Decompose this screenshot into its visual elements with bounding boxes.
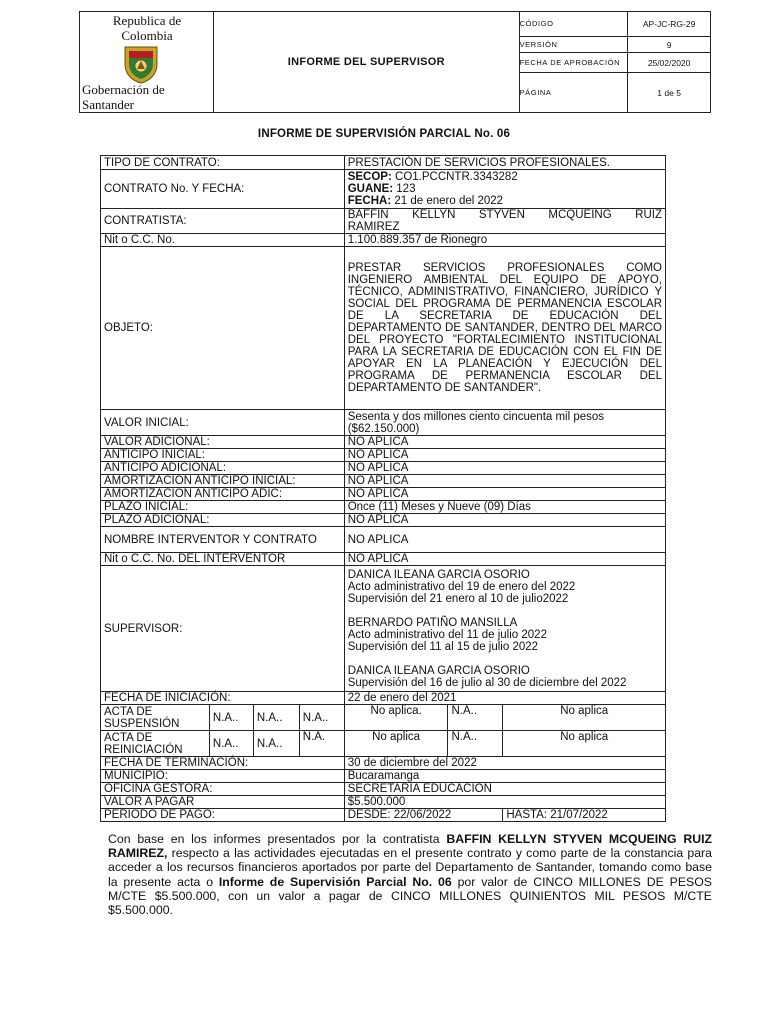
- table-row: [101, 553, 666, 566]
- initial-value-cell: Sesenta y dos millones ciento cincuenta mil pesos ($62.150.000): [344, 410, 665, 436]
- row-value: NO APLICA: [344, 527, 665, 553]
- row-label: TIPO DE CONTRATO:: [101, 156, 345, 170]
- table-row: [101, 757, 666, 770]
- suspension-cell: No aplica.: [344, 705, 448, 731]
- suspension-cell: N.A..: [299, 705, 344, 731]
- row-value: 22 de enero del 2021: [344, 692, 665, 705]
- table-row: [101, 731, 666, 757]
- row-label: ACTA DE REINICIACIÓN: [101, 731, 210, 757]
- entity-logo-cell: [80, 12, 214, 113]
- row-label: SUPERVISOR:: [101, 566, 345, 692]
- document-header: [79, 11, 711, 113]
- row-value: NO APLICA: [344, 475, 665, 488]
- meta-value-fecha-aprobacion: 25/02/2020: [628, 53, 711, 73]
- row-label: CONTRATISTA:: [101, 209, 345, 234]
- document-title: INFORME DEL SUPERVISOR: [214, 12, 519, 113]
- row-value: PRESTACIÓN DE SERVICIOS PROFESIONALES.: [344, 156, 665, 170]
- row-value: NO APLICA: [344, 449, 665, 462]
- row-label: NOMBRE INTERVENTOR Y CONTRATO: [101, 527, 345, 553]
- table-row: [101, 809, 666, 822]
- table-row: [101, 410, 666, 436]
- suspension-cell: N.A..: [253, 705, 299, 731]
- entity-subtitle: Gobernación de Santander: [82, 82, 165, 112]
- row-label: VALOR ADICIONAL:: [101, 436, 345, 449]
- reinicio-cell: N.A..: [209, 731, 253, 757]
- reinicio-cell: No aplica: [503, 731, 666, 757]
- row-label: VALOR INICIAL:: [101, 410, 345, 436]
- row-value: 30 de diciembre del 2022: [344, 757, 665, 770]
- row-value: NO APLICA: [344, 436, 665, 449]
- row-value: Bucaramanga: [344, 770, 665, 783]
- table-row: [101, 449, 666, 462]
- reinicio-cell: N.A.: [299, 731, 344, 757]
- contract-info-table: [100, 155, 666, 822]
- row-label: Nit o C.C. No.: [101, 234, 345, 247]
- table-row: [101, 705, 666, 731]
- report-name-bold: Informe de Supervisión Parcial No. 06: [218, 874, 452, 889]
- row-value: NO APLICA: [344, 553, 665, 566]
- table-row: [101, 501, 666, 514]
- table-row: [101, 514, 666, 527]
- row-value: NO APLICA: [344, 514, 665, 527]
- entity-name: Republica de Colombia: [112, 13, 182, 43]
- reinicio-cell: N.A..: [448, 731, 503, 757]
- table-row: [101, 209, 666, 234]
- row-label: FECHA DE TERMINACIÓN:: [101, 757, 345, 770]
- meta-label-pagina: PÁGINA: [519, 73, 628, 113]
- row-label: AMORTIZACION ANTICIPO ADIC:: [101, 488, 345, 501]
- row-label: PLAZO ADICIONAL:: [101, 514, 345, 527]
- row-label: CONTRATO No. Y FECHA:: [101, 170, 345, 209]
- table-row: [101, 796, 666, 809]
- row-label: Nit o C.C. No. DEL INTERVENTOR: [101, 553, 345, 566]
- object-description: PRESTAR SERVICIOS PROFESIONALES COMO INGENIERO AMBIENTAL DEL EQUIPO DE APOYO, TÉCNICO, ADMINISTRATIVO, FINANCIERO, JURÍDICO Y SOCIAL DEL PROGRAMA DE PERMANENCIA ESCOLAR DE LA SECRETARIA DE EDUCACIÓN DEL DEPARTAMENTO DE SANTANDER, DENTRO DEL MARCO DEL PROYECTO "FORTALECIMIENTO INSTITUCIONAL PARA LA SECRETARIA DE EDUCACIÓN CON EL FIN DE APOYAR EN LA PLANEACIÓN Y EJECUCIÓN DEL PROGRAMA DE PERMANENCIA ESCOLAR DEL DEPARTAMENTO DE SANTANDER".: [344, 247, 665, 410]
- row-label: OFICINA GESTORA:: [101, 783, 345, 796]
- row-value: NO APLICA: [344, 462, 665, 475]
- row-label: FECHA DE INICIACIÓN:: [101, 692, 345, 705]
- suspension-cell: No aplica: [503, 705, 666, 731]
- row-value: SECRETARIA EDUCACION: [344, 783, 665, 796]
- meta-label-codigo: CÓDIGO: [519, 12, 628, 37]
- meta-value-codigo: AP-JC-RG-29: [628, 12, 711, 37]
- row-label: PERIODO DE PAGO:: [101, 809, 345, 822]
- table-row: [101, 475, 666, 488]
- row-value: $5.500.000: [344, 796, 665, 809]
- table-row: [101, 566, 666, 692]
- row-label: PLAZO INICIAL:: [101, 501, 345, 514]
- table-row: [101, 462, 666, 475]
- table-row: [101, 783, 666, 796]
- table-row: [101, 488, 666, 501]
- meta-value-pagina: 1 de 5: [628, 73, 711, 113]
- table-row: [101, 527, 666, 553]
- row-value: Once (11) Meses y Nueve (09) Días: [344, 501, 665, 514]
- row-value: NO APLICA: [344, 488, 665, 501]
- row-label: ACTA DE SUSPENSIÓN: [101, 705, 210, 731]
- table-row: [101, 170, 666, 209]
- row-value: 1.100.889.357 de Rionegro: [344, 234, 665, 247]
- table-row: [101, 692, 666, 705]
- table-row: [101, 247, 666, 410]
- table-row: [101, 156, 666, 170]
- table-row: [101, 234, 666, 247]
- contractor-cell: BAFFIN KELLYN STYVEN MCQUEING RUIZ RAMIREZ: [344, 209, 665, 234]
- row-label: OBJETO:: [101, 247, 345, 410]
- meta-value-version: 9: [628, 37, 711, 53]
- row-label: VALOR A PAGAR: [101, 796, 345, 809]
- meta-label-fecha-aprobacion: FECHA DE APROBACIÓN: [519, 53, 628, 73]
- period-to: HASTA: 21/07/2022: [503, 809, 666, 822]
- row-label: ANTICIPO INICIAL:: [101, 449, 345, 462]
- period-from: DESDE: 22/06/2022: [344, 809, 503, 822]
- contract-number-cell: SECOP: CO1.PCCNTR.3343282 GUANE: 123 FECHA: 21 de enero del 2022: [344, 170, 665, 209]
- table-row: [101, 770, 666, 783]
- contractor-name-bold: BAFFIN KELLYN STYVEN MCQUEING RUIZ RAMIREZ,: [108, 832, 713, 861]
- reinicio-cell: N.A..: [253, 731, 299, 757]
- reinicio-cell: No aplica: [344, 731, 448, 757]
- row-label: AMORTIZACION ANTICIPO INICIAL:: [101, 475, 345, 488]
- suspension-cell: N.A..: [448, 705, 503, 731]
- suspension-cell: N.A..: [209, 705, 253, 731]
- report-subtitle: INFORME DE SUPERVISIÓN PARCIAL No. 06: [257, 128, 511, 140]
- table-row: [101, 436, 666, 449]
- row-label: ANTICIPO ADICIONAL:: [101, 462, 345, 475]
- coat-of-arms-icon: [122, 44, 160, 84]
- closing-paragraph: Con base en los informes presentados por la contratista BAFFIN KELLYN STYVEN MCQUEING RUIZ RAMIREZ, respecto a las actividades ejecutadas en el presente contrato y como parte de la constancia para acceder a los recursos financieros aportados por parte del Departamento de Santander, tomando como base la presente acta o Informe de Supervisión Parcial No. 06 por valor de CINCO MILLONES DE PESOS M/CTE $5.500.000, con un valor a pagar de CINCO MILLONES QUINIENTOS MIL PESOS M/CTE $5.500.000.: [108, 832, 713, 918]
- row-label: MUNICIPIO:: [101, 770, 345, 783]
- meta-label-version: VERSIÓN: [519, 37, 628, 53]
- supervisor-cell: DANICA ILEANA GARCIA OSORIO Acto administrativo del 19 de enero del 2022 Supervisión del 21 enero al 10 de julio2022 BERNARDO PATIÑO MANSILLA Acto administrativo del 11 de julio 2022 Supervisión del 11 al 15 de julio 2022 DANICA ILEANA GARCIA OSORIO Supervisión del 16 de julio al 30 de diciembre del 2022: [344, 566, 665, 692]
